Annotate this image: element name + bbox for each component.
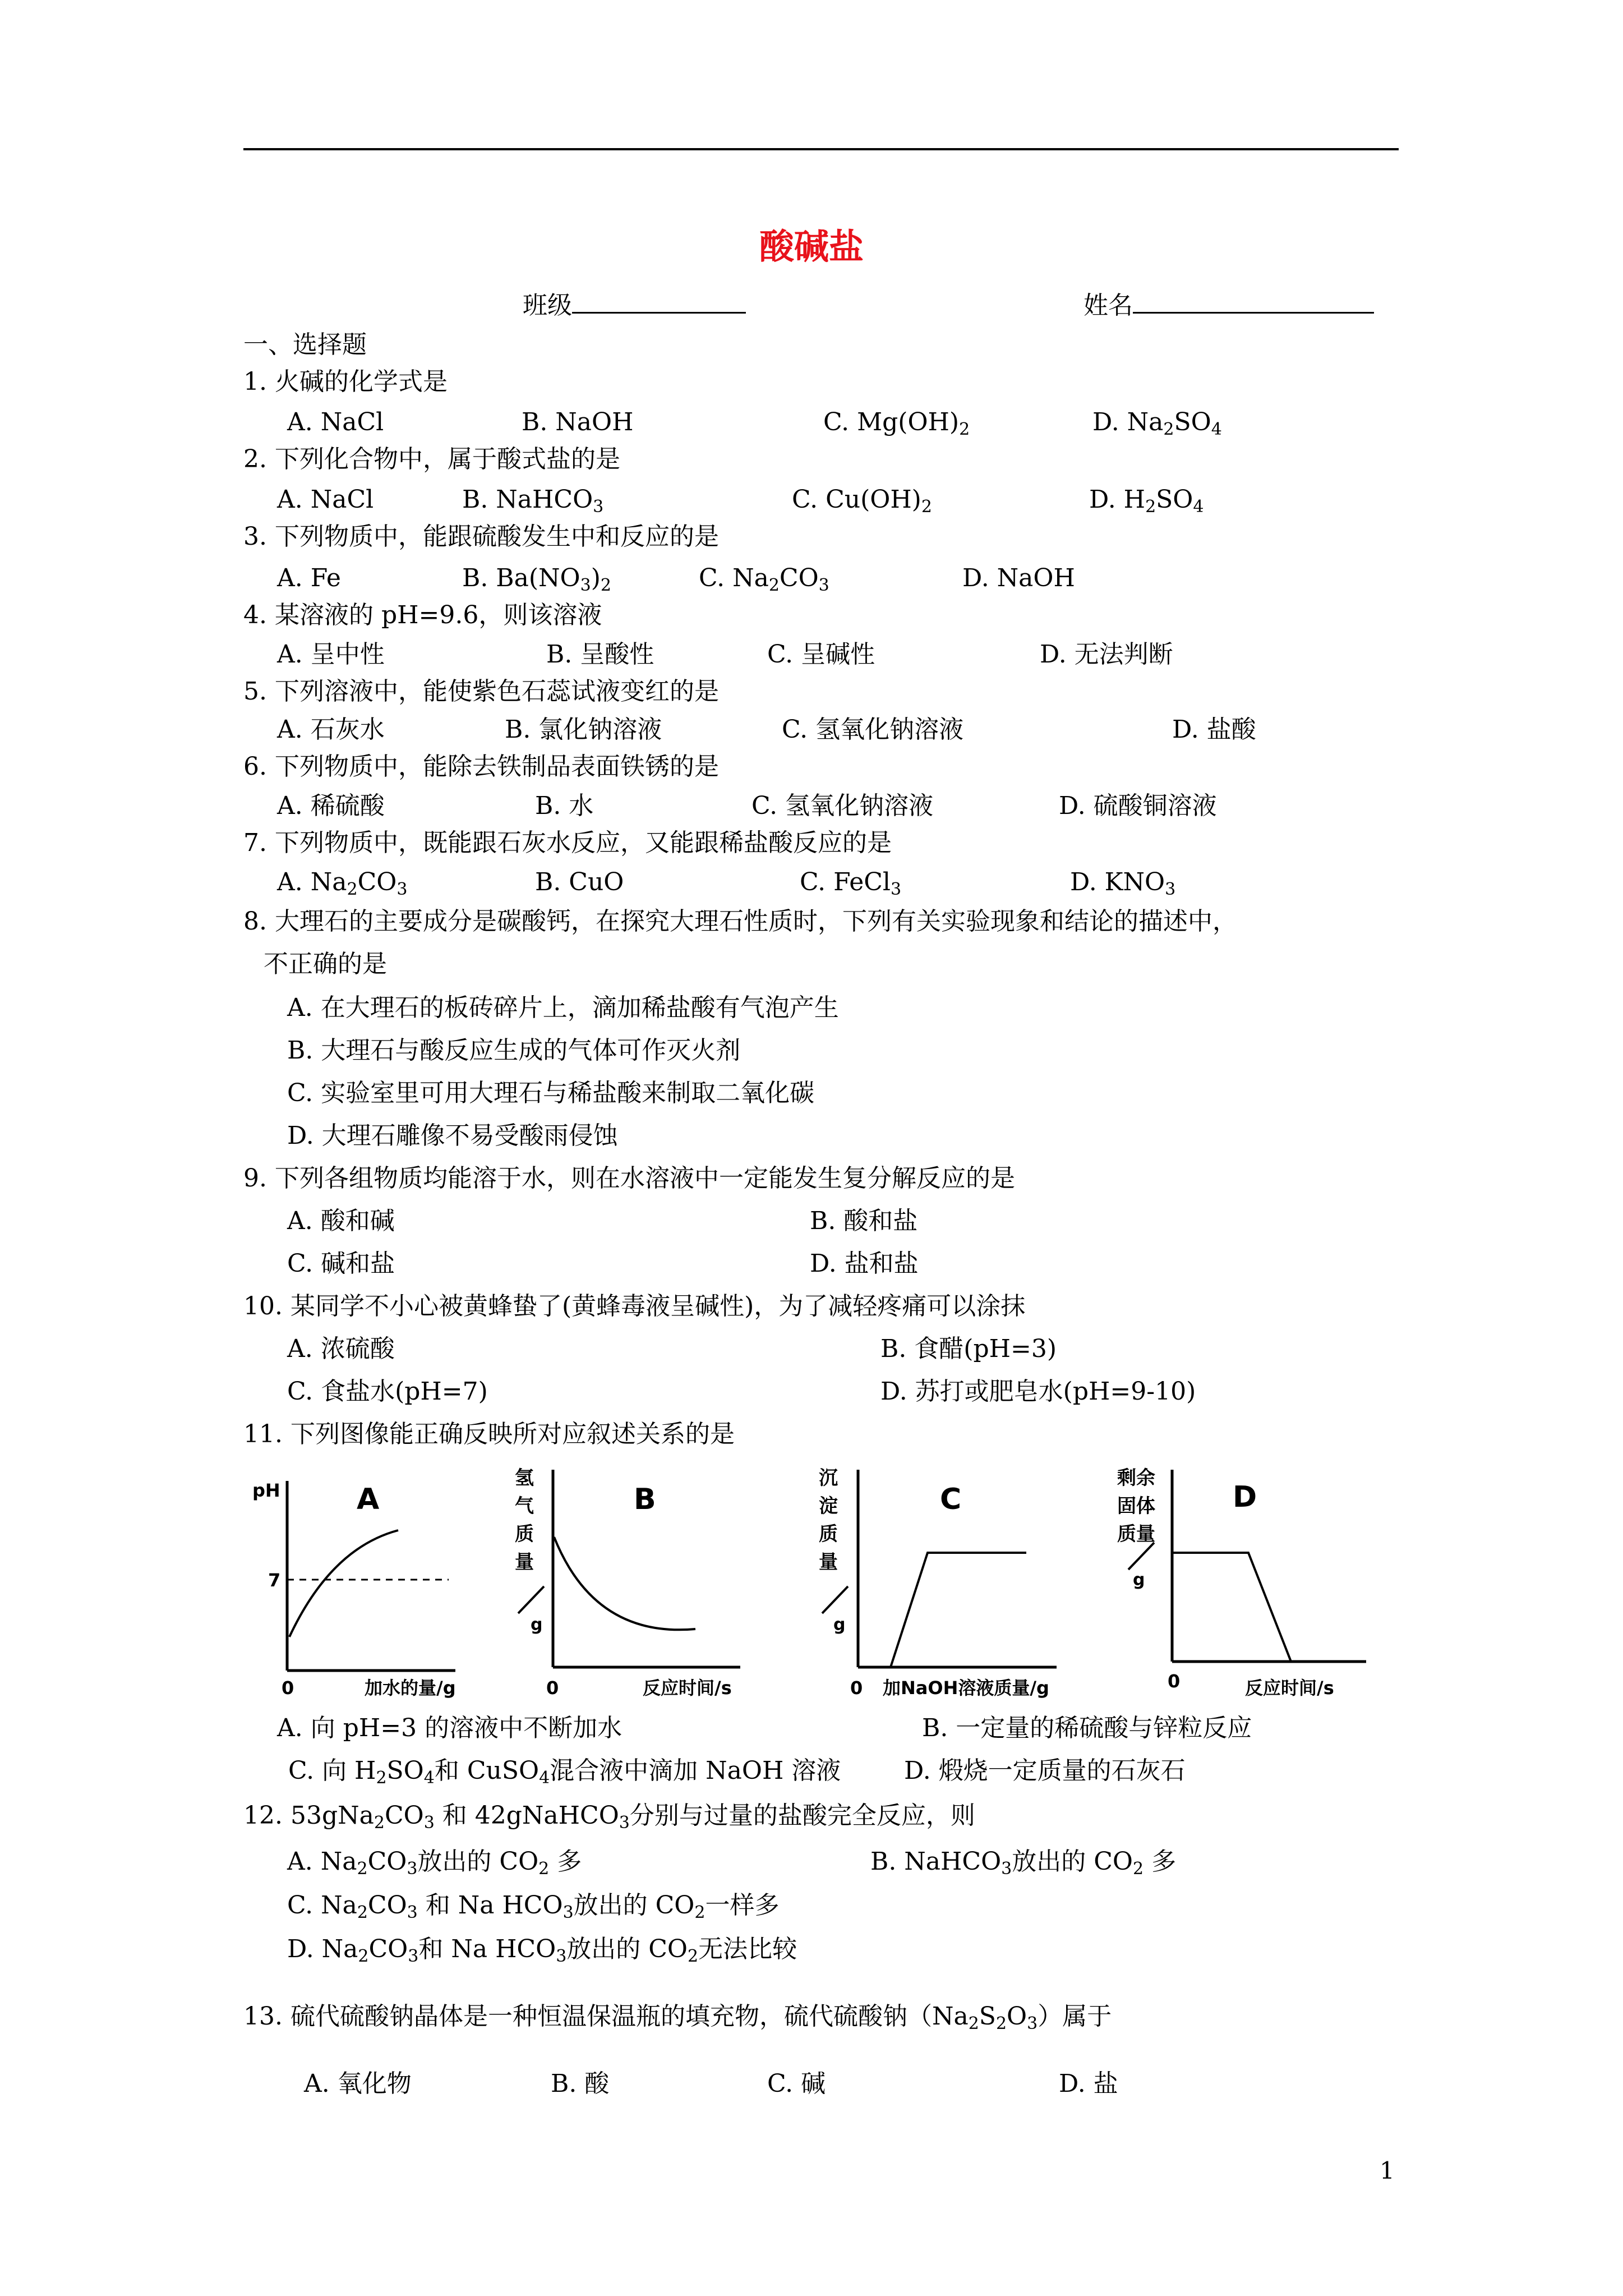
q5-option-c: C. 氢氧化钠溶液 <box>782 715 964 744</box>
graph-a-origin: 0 <box>282 1677 294 1699</box>
graph-b-unit-slash <box>518 1586 544 1613</box>
name-label: 姓名 <box>1083 291 1133 320</box>
q10-option-c: C. 食盐水(pH=7) <box>287 1377 488 1406</box>
q11-graph-b <box>510 1458 746 1700</box>
q1-stem: 1. 火碱的化学式是 <box>243 367 448 396</box>
graph-d-yunit: g <box>1133 1570 1145 1590</box>
graph-b-ylabel-3: 质 <box>515 1523 534 1545</box>
q3-option-d: D. NaOH <box>962 564 1075 592</box>
q4-option-b: B. 呈酸性 <box>546 640 654 669</box>
q9-stem: 9. 下列各组物质均能溶于水，则在水溶液中一定能发生复分解反应的是 <box>243 1164 1015 1193</box>
q7-stem: 7. 下列物质中，既能跟石灰水反应，又能跟稀盐酸反应的是 <box>243 829 892 857</box>
q8-option-b: B. 大理石与酸反应生成的气体可作灭火剂 <box>287 1036 741 1065</box>
graph-b-letter: B <box>634 1483 656 1516</box>
header-rule <box>243 148 1399 150</box>
graph-d-ylabel-3: 质量 <box>1117 1523 1155 1545</box>
q6-option-b: B. 水 <box>535 792 594 820</box>
graph-b-curve <box>554 1537 695 1630</box>
q3-option-b: B. $Ba(NO_3)_2$ <box>462 564 611 595</box>
q12-option-b: B. NaHCO$_3$放出的 $CO_2$ 多 <box>870 1847 1177 1879</box>
q8-option-a: A. 在大理石的板砖碎片上，滴加稀盐酸有气泡产生 <box>287 993 839 1022</box>
q11-option-d: D. 煅烧一定质量的石灰石 <box>904 1756 1186 1785</box>
q12-option-c: C. $Na_2CO_3$ 和 Na $HCO_3$放出的 $CO_2$一样多 <box>287 1891 780 1922</box>
graph-a-curve <box>289 1530 398 1637</box>
q9-option-b: B. 酸和盐 <box>810 1207 918 1235</box>
q4-option-a: A. 呈中性 <box>277 640 385 669</box>
class-blank <box>572 287 746 314</box>
q6-option-c: C. 氢氧化钠溶液 <box>751 792 934 820</box>
q4-stem: 4. 某溶液的 pH=9.6，则该溶液 <box>243 601 602 629</box>
graph-d-line <box>1172 1553 1291 1662</box>
q13-option-d: D. 盐 <box>1059 2069 1118 2098</box>
graph-b-ylabel-4: 量 <box>515 1551 534 1573</box>
q6-option-d: D. 硫酸铜溶液 <box>1059 792 1217 820</box>
graph-c-ylabel-3: 质 <box>819 1523 838 1545</box>
q8-stem-line2: 不正确的是 <box>264 950 387 978</box>
page-number: 1 <box>1380 2157 1395 2184</box>
graph-d-unit-slash <box>1128 1543 1154 1570</box>
graph-a-ylabel: pH <box>252 1480 280 1501</box>
q13-option-b: B. 酸 <box>551 2069 610 2098</box>
graph-c-xlabel: 加NaOH溶液质量/g <box>883 1677 1049 1699</box>
name-blank <box>1133 287 1374 314</box>
q1-option-a: A. NaCl <box>287 408 384 436</box>
q5-option-a: A. 石灰水 <box>277 715 385 744</box>
q2-option-a: A. NaCl <box>277 485 374 514</box>
page-title: 酸碱盐 <box>759 226 864 267</box>
q11-option-c: C. 向 $H_2SO_4$和 CuSO$_4$混合液中滴加 NaOH 溶液 <box>288 1756 841 1788</box>
q11-graph-a <box>247 1458 460 1700</box>
graph-c-line <box>891 1553 1026 1667</box>
graph-b-ylabel-2: 气 <box>515 1495 534 1517</box>
q6-stem: 6. 下列物质中，能除去铁制品表面铁锈的是 <box>243 752 719 781</box>
graph-c-letter: C <box>940 1483 962 1516</box>
q10-option-a: A. 浓硫酸 <box>287 1335 395 1363</box>
graph-b-origin: 0 <box>546 1677 559 1699</box>
graph-d-xlabel: 反应时间/s <box>1245 1677 1334 1699</box>
graph-d-letter: D <box>1233 1480 1257 1514</box>
graph-b-yunit: g <box>531 1615 543 1635</box>
q9-option-c: C. 碱和盐 <box>287 1249 395 1278</box>
q11-graph-d <box>1116 1458 1374 1700</box>
graph-c-ylabel-4: 量 <box>819 1551 838 1573</box>
q11-option-b: B. 一定量的稀硫酸与锌粒反应 <box>922 1714 1252 1742</box>
q9-option-a: A. 酸和碱 <box>287 1207 395 1235</box>
q13-option-c: C. 碱 <box>767 2069 826 2098</box>
q1-option-c: C. $Mg(OH)_2$ <box>823 408 970 439</box>
graph-c-yunit: g <box>833 1615 846 1635</box>
q7-option-d: D. $KNO_3$ <box>1070 868 1176 899</box>
q8-stem-line1: 8. 大理石的主要成分是碳酸钙，在探究大理石性质时，下列有关实验现象和结论的描述中， <box>243 907 1237 936</box>
q11-option-a: A. 向 pH=3 的溶液中不断加水 <box>277 1714 623 1742</box>
q8-option-d: D. 大理石雕像不易受酸雨侵蚀 <box>287 1121 618 1150</box>
q2-stem: 2. 下列化合物中，属于酸式盐的是 <box>243 445 620 473</box>
name-field <box>1083 287 1374 322</box>
class-label: 班级 <box>523 291 572 320</box>
graph-a-xlabel: 加水的量/g <box>365 1677 456 1699</box>
graph-a-ymark: 7 <box>268 1570 281 1591</box>
graph-d-ylabel-1: 剩余 <box>1117 1467 1155 1489</box>
q7-option-c: C. FeCl$_3$ <box>800 868 902 899</box>
q1-option-d: D. $Na_2SO_4$ <box>1092 408 1222 439</box>
graph-b-xlabel: 反应时间/s <box>643 1677 732 1699</box>
q8-option-c: C. 实验室里可用大理石与稀盐酸来制取二氧化碳 <box>287 1079 815 1107</box>
q5-option-b: B. 氯化钠溶液 <box>505 715 662 744</box>
q3-stem: 3. 下列物质中，能跟硫酸发生中和反应的是 <box>243 522 719 551</box>
q3-option-c: C. $Na_2CO_3$ <box>699 564 829 595</box>
q12-option-d: D. $Na_2CO_3$和 Na $HCO_3$放出的 $CO_2$无法比较 <box>287 1935 797 1966</box>
graph-d-origin: 0 <box>1168 1671 1181 1692</box>
q5-stem: 5. 下列溶液中，能使紫色石蕊试液变红的是 <box>243 677 719 706</box>
graph-c-ylabel-1: 沉 <box>819 1467 838 1489</box>
q11-graph-c <box>817 1458 1097 1700</box>
q13-stem: 13. 硫代硫酸钠晶体是一种恒温保温瓶的填充物，硫代硫酸钠$(Na_2S_2O_3)$属于 <box>243 2002 1112 2033</box>
q4-option-d: D. 无法判断 <box>1040 640 1173 669</box>
q4-option-c: C. 呈碱性 <box>767 640 875 669</box>
q2-option-d: D. $H_2SO_4$ <box>1089 485 1204 517</box>
q2-option-b: B. NaHCO$_3$ <box>462 485 604 517</box>
q11-stem: 11. 下列图像能正确反映所对应叙述关系的是 <box>243 1420 735 1448</box>
graph-c-unit-slash <box>822 1586 848 1613</box>
q10-stem: 10. 某同学不小心被黄蜂蛰了(黄蜂毒液呈碱性)，为了减轻疼痛可以涂抹 <box>243 1292 1026 1320</box>
q2-option-c: C. $Cu(OH)_2$ <box>792 485 932 517</box>
q12-option-a: A. $Na_2CO_3$放出的 $CO_2$ 多 <box>287 1847 582 1879</box>
graph-b-ylabel-1: 氢 <box>515 1467 534 1489</box>
q6-option-a: A. 稀硫酸 <box>277 792 385 820</box>
q1-option-b: B. NaOH <box>522 408 634 436</box>
q12-stem: 12. $53gNa_2CO_3$ 和 42gNaHCO$_3$分别与过量的盐酸完全反应，则 <box>243 1801 975 1833</box>
q7-option-b: B. CuO <box>535 868 624 896</box>
q10-option-b: B. 食醋(pH=3) <box>880 1335 1057 1363</box>
section-heading: 一、选择题 <box>243 330 367 359</box>
q5-option-d: D. 盐酸 <box>1172 715 1256 744</box>
graph-c-origin: 0 <box>850 1677 863 1699</box>
q7-option-a: A. $Na_2CO_3$ <box>277 868 408 899</box>
q3-option-a: A. Fe <box>277 564 341 592</box>
q10-option-d: D. 苏打或肥皂水(pH=9-10) <box>880 1377 1196 1406</box>
graph-a-letter: A <box>357 1483 380 1516</box>
graph-d-ylabel-2: 固体 <box>1117 1495 1155 1517</box>
class-field <box>523 287 746 322</box>
q9-option-d: D. 盐和盐 <box>810 1249 919 1278</box>
graph-c-ylabel-2: 淀 <box>819 1495 838 1517</box>
q13-option-a: A. 氧化物 <box>304 2069 412 2098</box>
